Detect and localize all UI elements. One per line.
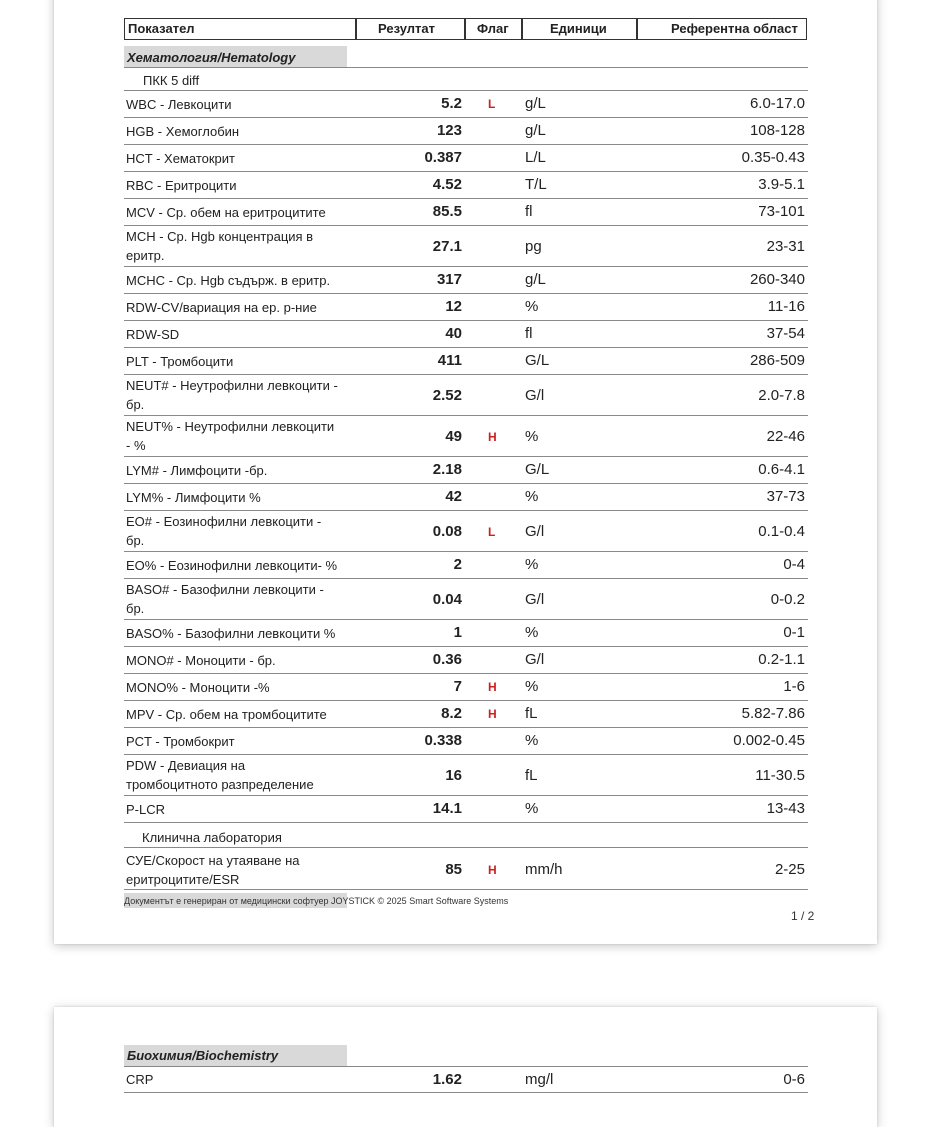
subgroup-pkk: ПКК 5 diff xyxy=(143,73,200,88)
row-unit: fL xyxy=(525,767,538,784)
row-unit: fl xyxy=(525,325,533,342)
table-row xyxy=(124,701,808,728)
row-flag: H xyxy=(488,707,497,721)
row-name: MCV - Ср. обем на еритроцитите xyxy=(126,205,326,220)
row-unit: % xyxy=(525,428,539,445)
table-row xyxy=(124,674,808,701)
row-value: 4.52 xyxy=(432,176,462,193)
row-name: PDW - Девиация на тромбоцитното разпределение xyxy=(126,758,314,792)
row-flag: H xyxy=(488,863,497,877)
header-flag: Флаг xyxy=(477,21,509,36)
table-row xyxy=(124,796,808,823)
row-flag: L xyxy=(488,525,496,539)
row-value: 27.1 xyxy=(432,238,462,255)
row-unit: % xyxy=(525,800,539,817)
row-reference: 6.0-17.0 xyxy=(749,95,805,112)
header-divider xyxy=(355,18,357,40)
row-name: MCH - Ср. Hgb концентрация в еритр. xyxy=(126,229,314,263)
row-name: MONO# - Моноцити - бр. xyxy=(126,653,276,668)
page-number: 1 / 2 xyxy=(791,909,815,923)
header-units: Единици xyxy=(550,21,607,36)
row-unit: % xyxy=(525,678,539,695)
row-divider xyxy=(124,1092,808,1093)
row-unit: % xyxy=(525,556,539,573)
row-unit: mm/h xyxy=(525,861,563,878)
row-value: 0.36 xyxy=(432,651,462,668)
row-value: 0.387 xyxy=(424,149,462,166)
row-value: 1 xyxy=(453,624,462,641)
row-value: 85 xyxy=(445,861,462,878)
row-name: HCT - Хематокрит xyxy=(126,151,235,166)
row-divider xyxy=(124,889,808,890)
row-name: LYM% - Лимфоцити % xyxy=(126,490,261,505)
row-unit: g/L xyxy=(525,271,546,288)
row-unit: % xyxy=(525,488,539,505)
row-reference: 3.9-5.1 xyxy=(758,176,805,193)
table-row xyxy=(124,728,808,755)
row-value: 123 xyxy=(436,122,462,139)
table-row xyxy=(124,145,808,172)
row-name: CRP xyxy=(126,1072,154,1087)
table-row xyxy=(124,172,808,199)
row-value: 2.52 xyxy=(432,387,462,404)
row-reference: 0-6 xyxy=(783,1071,805,1088)
table-row xyxy=(124,457,808,484)
table-row xyxy=(124,755,808,796)
row-flag: L xyxy=(488,97,496,111)
row-unit: % xyxy=(525,624,539,641)
row-flag: H xyxy=(488,430,497,444)
row-value: 2.18 xyxy=(432,461,462,478)
row-reference: 37-54 xyxy=(766,325,805,342)
row-name: PCT - Тромбокрит xyxy=(126,734,235,749)
table-row xyxy=(124,118,808,145)
section-title-hematology: Хематология/Hematology xyxy=(127,50,296,65)
table-row xyxy=(124,294,808,321)
row-value: 5.2 xyxy=(441,95,462,112)
table-row xyxy=(124,226,808,267)
row-unit: G/l xyxy=(525,387,545,404)
row-reference: 23-31 xyxy=(766,238,805,255)
row-name: MCHC - Ср. Hgb съдърж. в еритр. xyxy=(126,273,331,288)
table-row xyxy=(124,375,808,416)
row-reference: 11-30.5 xyxy=(755,767,805,784)
header-reference: Референтна област xyxy=(671,21,798,36)
row-unit: G/L xyxy=(525,461,550,478)
row-unit: % xyxy=(525,732,539,749)
row-value: 411 xyxy=(437,352,462,369)
row-reference: 2.0-7.8 xyxy=(758,387,805,404)
row-name: PLT - Тромбоцити xyxy=(126,354,234,369)
row-flag: H xyxy=(488,680,497,694)
row-name: EO# - Еозинофилни левкоцити - бр. xyxy=(126,514,322,548)
row-unit: mg/l xyxy=(525,1071,554,1088)
row-divider xyxy=(124,822,808,823)
row-unit: g/L xyxy=(525,122,546,139)
table-row-crp xyxy=(124,1067,808,1093)
table-row xyxy=(124,620,808,647)
row-unit: fl xyxy=(525,203,533,220)
row-unit: g/L xyxy=(525,95,546,112)
row-value: 85.5 xyxy=(432,203,462,220)
row-unit: L/L xyxy=(525,149,546,166)
row-unit: G/l xyxy=(525,523,545,540)
row-reference: 0.35-0.43 xyxy=(741,149,805,166)
row-reference: 22-46 xyxy=(766,428,805,445)
row-reference: 5.82-7.86 xyxy=(741,705,805,722)
row-reference: 2-25 xyxy=(774,861,805,878)
table-row-esr xyxy=(124,848,808,890)
row-name: WBC - Левкоцити xyxy=(126,97,232,112)
section-title-biochemistry: Биохимия/Biochemistry xyxy=(127,1048,279,1063)
row-value: 12 xyxy=(445,298,462,315)
header-indicator: Показател xyxy=(128,21,195,36)
table-row xyxy=(124,91,808,118)
table-row xyxy=(124,267,808,294)
row-reference: 0-0.2 xyxy=(770,591,805,608)
row-reference: 0.002-0.45 xyxy=(733,732,805,749)
table-row xyxy=(124,416,808,457)
row-value: 8.2 xyxy=(441,705,462,722)
table-row xyxy=(124,321,808,348)
row-name: LYM# - Лимфоцити -бр. xyxy=(126,463,268,478)
header-divider xyxy=(464,18,466,40)
row-divider xyxy=(124,67,808,68)
row-reference: 0-1 xyxy=(783,624,805,641)
row-value: 0.04 xyxy=(432,591,462,608)
header-result: Резултат xyxy=(378,21,435,36)
row-name: BASO# - Базофилни левкоцити - бр. xyxy=(126,582,324,616)
row-value: 49 xyxy=(445,428,462,445)
table-row xyxy=(124,199,808,226)
row-reference: 0.6-4.1 xyxy=(758,461,805,478)
row-unit: T/L xyxy=(525,176,547,193)
row-unit: % xyxy=(525,298,539,315)
header-divider xyxy=(636,18,638,40)
row-name: RDW-CV/вариация на ер. р-ние xyxy=(126,300,317,315)
footer-note: Документът е генериран от медицински софтуер JOYSTICK © 2025 Smart Software Systems xyxy=(124,896,509,906)
row-reference: 286-509 xyxy=(749,352,805,369)
row-reference: 0-4 xyxy=(783,556,805,573)
row-reference: 260-340 xyxy=(749,271,805,288)
row-reference: 13-43 xyxy=(766,800,805,817)
row-value: 1.62 xyxy=(432,1071,462,1088)
row-name: NEUT# - Неутрофилни левкоцити - бр. xyxy=(126,378,338,412)
table-row xyxy=(124,348,808,375)
row-value: 16 xyxy=(445,767,462,784)
row-value: 317 xyxy=(436,271,462,288)
row-reference: 1-6 xyxy=(783,678,805,695)
table-row xyxy=(124,484,808,511)
row-value: 42 xyxy=(445,488,462,505)
row-name: EO% - Еозинофилни левкоцити- % xyxy=(126,558,338,573)
row-name: RBC - Еритроцити xyxy=(126,178,237,193)
subgroup-clinical-lab: Клинична лаборатория xyxy=(142,830,282,845)
row-value: 40 xyxy=(445,325,462,342)
row-unit: G/l xyxy=(525,651,545,668)
table-row xyxy=(124,647,808,674)
header-divider xyxy=(521,18,523,40)
row-name: СУЕ/Скорост на утаяване на еритроцитите/ESR xyxy=(126,853,300,887)
row-value: 0.08 xyxy=(432,523,462,540)
row-reference: 37-73 xyxy=(766,488,805,505)
row-reference: 0.2-1.1 xyxy=(758,651,805,668)
row-value: 7 xyxy=(453,678,462,695)
row-unit: G/l xyxy=(525,591,545,608)
table-row xyxy=(124,579,808,620)
row-name: NEUT% - Неутрофилни левкоцити - % xyxy=(126,419,335,453)
row-value: 2 xyxy=(453,556,462,573)
row-name: MONO% - Моноцити -% xyxy=(126,680,270,695)
table-row xyxy=(124,511,808,552)
table-row xyxy=(124,552,808,579)
row-name: MPV - Ср. обем на тромбоцитите xyxy=(126,707,327,722)
row-name: HGB - Хемоглобин xyxy=(126,124,240,139)
row-unit: fL xyxy=(525,705,538,722)
row-name: RDW-SD xyxy=(126,327,180,342)
row-reference: 73-101 xyxy=(758,203,805,220)
row-value: 0.338 xyxy=(424,732,462,749)
row-reference: 11-16 xyxy=(767,298,805,315)
row-value: 14.1 xyxy=(432,800,462,817)
row-name: P-LCR xyxy=(126,802,166,817)
row-unit: pg xyxy=(525,238,542,255)
row-name: BASO% - Базофилни левкоцити % xyxy=(126,626,336,641)
row-reference: 0.1-0.4 xyxy=(758,523,805,540)
row-unit: G/L xyxy=(525,352,550,369)
row-reference: 108-128 xyxy=(749,122,805,139)
